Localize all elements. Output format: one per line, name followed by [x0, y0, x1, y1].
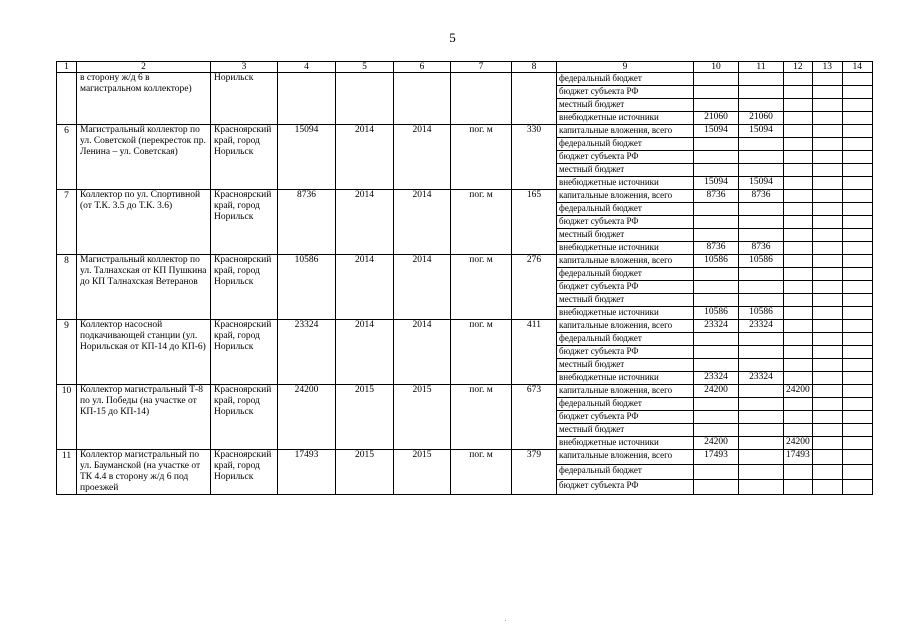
value-col-12 — [784, 138, 813, 151]
column-header: 14 — [842, 62, 872, 73]
column-header: 8 — [512, 62, 557, 73]
table-row — [57, 255, 873, 268]
value-col-10 — [694, 281, 739, 294]
value-col-10 — [694, 480, 739, 495]
capacity-value: 673 — [512, 385, 557, 450]
value-col-13 — [812, 177, 842, 190]
funding-source-label: федеральный бюджет — [557, 138, 694, 151]
value-col-12 — [784, 203, 813, 216]
value-col-11 — [739, 385, 784, 398]
funding-source-label: внебюджетные источники — [557, 372, 694, 385]
value-col-10 — [694, 411, 739, 424]
value-col-13 — [812, 398, 842, 411]
value-col-14 — [842, 112, 872, 125]
value-col-12 — [784, 112, 813, 125]
scan-speck — [505, 620, 506, 621]
value-col-13 — [812, 86, 842, 99]
value-col-12 — [784, 333, 813, 346]
funding-source-label: федеральный бюджет — [557, 333, 694, 346]
value-col-14 — [842, 294, 872, 307]
value-col-12: 17493 — [784, 450, 813, 465]
table-row — [57, 125, 873, 138]
value-col-11 — [739, 424, 784, 437]
value-col-14 — [842, 99, 872, 112]
value-col-14 — [842, 480, 872, 495]
value-col-13 — [812, 99, 842, 112]
value-col-10 — [694, 333, 739, 346]
value-col-13 — [812, 112, 842, 125]
end-year: 2015 — [394, 385, 451, 450]
funding-source-label: местный бюджет — [557, 359, 694, 372]
value-col-12 — [784, 268, 813, 281]
value-col-12 — [784, 307, 813, 320]
object-location: Красноярский край, город Норильск — [211, 190, 278, 255]
object-name: Коллектор магистральный по ул. Бауманской (на участке от ТК 4.4 в сторону ж/д 6 под проезжей — [77, 450, 211, 495]
start-year: 2015 — [336, 385, 394, 450]
value-col-14 — [842, 177, 872, 190]
capacity-value: 330 — [512, 125, 557, 190]
row-number: 9 — [57, 320, 77, 385]
value-col-14 — [842, 307, 872, 320]
value-col-10: 23324 — [694, 372, 739, 385]
object-location: Красноярский край, город Норильск — [211, 125, 278, 190]
capacity-value: 411 — [512, 320, 557, 385]
value-col-10: 21060 — [694, 112, 739, 125]
value-col-14 — [842, 411, 872, 424]
column-header: 12 — [784, 62, 813, 73]
funding-source-label: бюджет субъекта РФ — [557, 216, 694, 229]
value-col-14 — [842, 320, 872, 333]
value-col-14 — [842, 190, 872, 203]
object-name: Коллектор по ул. Спортивной (от Т.К. 3.5 до Т.К. 3.6) — [77, 190, 211, 255]
value-col-11 — [739, 73, 784, 86]
value-col-14 — [842, 151, 872, 164]
value-col-12 — [784, 346, 813, 359]
estimated-cost: 15094 — [278, 125, 336, 190]
funding-source-label: бюджет субъекта РФ — [557, 480, 694, 495]
column-header: 7 — [451, 62, 512, 73]
estimated-cost: 24200 — [278, 385, 336, 450]
value-col-12: 24200 — [784, 437, 813, 450]
table-row — [57, 320, 873, 333]
empty-cell — [394, 73, 451, 125]
value-col-14 — [842, 125, 872, 138]
funding-source-label: капитальные вложения, всего — [557, 385, 694, 398]
value-col-13 — [812, 255, 842, 268]
value-col-10 — [694, 424, 739, 437]
value-col-11 — [739, 480, 784, 495]
column-header: 6 — [394, 62, 451, 73]
start-year: 2014 — [336, 190, 394, 255]
object-name: Магистральный коллектор по ул. Советской (перекресток пр. Ленина – ул. Советская) — [77, 125, 211, 190]
value-col-13 — [812, 151, 842, 164]
table-row — [57, 450, 873, 465]
empty-cell — [278, 73, 336, 125]
value-col-12 — [784, 480, 813, 495]
estimated-cost: 8736 — [278, 190, 336, 255]
column-header: 5 — [336, 62, 394, 73]
value-col-12 — [784, 190, 813, 203]
object-location: Норильск — [211, 73, 278, 125]
value-col-12 — [784, 242, 813, 255]
value-col-13 — [812, 190, 842, 203]
value-col-14 — [842, 372, 872, 385]
funding-source-label: бюджет субъекта РФ — [557, 151, 694, 164]
value-col-10 — [694, 138, 739, 151]
value-col-11: 8736 — [739, 242, 784, 255]
value-col-14 — [842, 359, 872, 372]
value-col-10 — [694, 86, 739, 99]
value-col-10 — [694, 294, 739, 307]
value-col-11 — [739, 86, 784, 99]
start-year: 2014 — [336, 320, 394, 385]
funding-source-label: внебюджетные источники — [557, 112, 694, 125]
value-col-13 — [812, 229, 842, 242]
object-name: в сторону ж/д 6 в магистральном коллекторе) — [77, 73, 211, 125]
empty-cell — [512, 73, 557, 125]
row-number: 8 — [57, 255, 77, 320]
object-name: Магистральный коллектор по ул. Талнахская от КП Пушкина до КП Талнахская Ветеранов — [77, 255, 211, 320]
value-col-10 — [694, 73, 739, 86]
value-col-11 — [739, 465, 784, 480]
value-col-11: 15094 — [739, 125, 784, 138]
value-col-13 — [812, 480, 842, 495]
object-name: Коллектор насосной подкачивающей станции (ул. Норильская от КП-14 до КП-6) — [77, 320, 211, 385]
end-year: 2015 — [394, 450, 451, 495]
value-col-13 — [812, 268, 842, 281]
funding-source-label: капитальные вложения, всего — [557, 320, 694, 333]
value-col-10: 15094 — [694, 177, 739, 190]
value-col-14 — [842, 385, 872, 398]
value-col-10 — [694, 465, 739, 480]
value-col-14 — [842, 398, 872, 411]
value-col-11: 23324 — [739, 320, 784, 333]
object-location: Красноярский край, город Норильск — [211, 450, 278, 495]
object-location: Красноярский край, город Норильск — [211, 320, 278, 385]
value-col-14 — [842, 138, 872, 151]
value-col-14 — [842, 268, 872, 281]
value-col-13 — [812, 359, 842, 372]
column-header: 2 — [77, 62, 211, 73]
value-col-13 — [812, 333, 842, 346]
value-col-13 — [812, 138, 842, 151]
value-col-13 — [812, 242, 842, 255]
value-col-10: 10586 — [694, 255, 739, 268]
row-number: 6 — [57, 125, 77, 190]
value-col-12 — [784, 177, 813, 190]
value-col-10: 24200 — [694, 385, 739, 398]
investment-table — [56, 61, 873, 495]
value-col-12 — [784, 255, 813, 268]
value-col-12 — [784, 86, 813, 99]
value-col-14 — [842, 437, 872, 450]
table-row — [57, 73, 873, 86]
funding-source-label: местный бюджет — [557, 164, 694, 177]
value-col-10 — [694, 346, 739, 359]
value-col-14 — [842, 164, 872, 177]
value-col-10: 24200 — [694, 437, 739, 450]
value-col-13 — [812, 281, 842, 294]
value-col-11 — [739, 333, 784, 346]
funding-source-label: капитальные вложения, всего — [557, 450, 694, 465]
value-col-13 — [812, 385, 842, 398]
value-col-11 — [739, 138, 784, 151]
value-col-12 — [784, 424, 813, 437]
funding-source-label: местный бюджет — [557, 229, 694, 242]
value-col-13 — [812, 346, 842, 359]
end-year: 2014 — [394, 190, 451, 255]
empty-cell — [336, 73, 394, 125]
value-col-12 — [784, 216, 813, 229]
value-col-10 — [694, 268, 739, 281]
value-col-11: 8736 — [739, 190, 784, 203]
value-col-10 — [694, 203, 739, 216]
value-col-10 — [694, 164, 739, 177]
value-col-10: 15094 — [694, 125, 739, 138]
value-col-10 — [694, 359, 739, 372]
value-col-12 — [784, 73, 813, 86]
estimated-cost: 23324 — [278, 320, 336, 385]
value-col-12 — [784, 294, 813, 307]
value-col-12 — [784, 151, 813, 164]
capacity-unit: пог. м — [451, 190, 512, 255]
column-header: 9 — [557, 62, 694, 73]
funding-source-label: внебюджетные источники — [557, 307, 694, 320]
value-col-11 — [739, 281, 784, 294]
value-col-11 — [739, 346, 784, 359]
row-number — [57, 73, 77, 125]
object-name: Коллектор магистральный Т-8 по ул. Победы (на участке от КП-15 до КП-14) — [77, 385, 211, 450]
value-col-11: 10586 — [739, 255, 784, 268]
value-col-11 — [739, 229, 784, 242]
start-year: 2014 — [336, 125, 394, 190]
value-col-11: 21060 — [739, 112, 784, 125]
value-col-11 — [739, 164, 784, 177]
capacity-value: 276 — [512, 255, 557, 320]
table-row — [57, 190, 873, 203]
value-col-12 — [784, 125, 813, 138]
value-col-11 — [739, 268, 784, 281]
value-col-13 — [812, 203, 842, 216]
capacity-value: 165 — [512, 190, 557, 255]
column-header: 1 — [57, 62, 77, 73]
start-year: 2014 — [336, 255, 394, 320]
value-col-13 — [812, 216, 842, 229]
column-number-row — [57, 62, 873, 73]
value-col-12 — [784, 398, 813, 411]
object-location: Красноярский край, город Норильск — [211, 385, 278, 450]
value-col-13 — [812, 437, 842, 450]
value-col-13 — [812, 372, 842, 385]
capacity-unit: пог. м — [451, 450, 512, 495]
column-header: 4 — [278, 62, 336, 73]
funding-source-label: капитальные вложения, всего — [557, 190, 694, 203]
funding-source-label: местный бюджет — [557, 294, 694, 307]
capacity-unit: пог. м — [451, 320, 512, 385]
value-col-14 — [842, 424, 872, 437]
value-col-13 — [812, 294, 842, 307]
value-col-13 — [812, 164, 842, 177]
value-col-11 — [739, 151, 784, 164]
value-col-14 — [842, 203, 872, 216]
column-header: 3 — [211, 62, 278, 73]
estimated-cost: 10586 — [278, 255, 336, 320]
start-year: 2015 — [336, 450, 394, 495]
table-row — [57, 385, 873, 398]
value-col-13 — [812, 450, 842, 465]
value-col-13 — [812, 73, 842, 86]
value-col-12 — [784, 229, 813, 242]
capacity-unit: пог. м — [451, 255, 512, 320]
funding-source-label: федеральный бюджет — [557, 465, 694, 480]
funding-source-label: федеральный бюджет — [557, 203, 694, 216]
capacity-unit: пог. м — [451, 385, 512, 450]
value-col-12 — [784, 359, 813, 372]
column-header: 13 — [812, 62, 842, 73]
value-col-10 — [694, 99, 739, 112]
row-number: 7 — [57, 190, 77, 255]
value-col-12 — [784, 372, 813, 385]
funding-source-label: федеральный бюджет — [557, 268, 694, 281]
value-col-10 — [694, 229, 739, 242]
value-col-10: 8736 — [694, 242, 739, 255]
capacity-unit: пог. м — [451, 125, 512, 190]
value-col-12: 24200 — [784, 385, 813, 398]
value-col-13 — [812, 320, 842, 333]
value-col-12 — [784, 411, 813, 424]
value-col-12 — [784, 320, 813, 333]
value-col-11 — [739, 359, 784, 372]
funding-source-label: бюджет субъекта РФ — [557, 281, 694, 294]
value-col-11 — [739, 437, 784, 450]
value-col-13 — [812, 411, 842, 424]
value-col-13 — [812, 465, 842, 480]
funding-source-label: внебюджетные источники — [557, 437, 694, 450]
value-col-14 — [842, 255, 872, 268]
value-col-10: 8736 — [694, 190, 739, 203]
value-col-14 — [842, 73, 872, 86]
value-col-14 — [842, 216, 872, 229]
funding-source-label: капитальные вложения, всего — [557, 255, 694, 268]
value-col-11 — [739, 99, 784, 112]
funding-source-label: внебюджетные источники — [557, 242, 694, 255]
value-col-11 — [739, 203, 784, 216]
value-col-10 — [694, 151, 739, 164]
value-col-13 — [812, 125, 842, 138]
end-year: 2014 — [394, 320, 451, 385]
value-col-11 — [739, 450, 784, 465]
value-col-12 — [784, 164, 813, 177]
value-col-14 — [842, 229, 872, 242]
value-col-14 — [842, 281, 872, 294]
end-year: 2014 — [394, 125, 451, 190]
value-col-12 — [784, 465, 813, 480]
value-col-11 — [739, 398, 784, 411]
row-number: 11 — [57, 450, 77, 495]
value-col-14 — [842, 86, 872, 99]
capacity-value: 379 — [512, 450, 557, 495]
funding-source-label: федеральный бюджет — [557, 398, 694, 411]
value-col-12 — [784, 281, 813, 294]
value-col-13 — [812, 307, 842, 320]
value-col-11 — [739, 411, 784, 424]
funding-source-label: капитальные вложения, всего — [557, 125, 694, 138]
page-number: 5 — [449, 30, 456, 45]
value-col-14 — [842, 465, 872, 480]
value-col-11 — [739, 294, 784, 307]
value-col-10 — [694, 216, 739, 229]
value-col-11: 23324 — [739, 372, 784, 385]
estimated-cost: 17493 — [278, 450, 336, 495]
value-col-11: 10586 — [739, 307, 784, 320]
value-col-12 — [784, 99, 813, 112]
value-col-14 — [842, 333, 872, 346]
funding-source-label: федеральный бюджет — [557, 73, 694, 86]
value-col-11 — [739, 216, 784, 229]
value-col-11: 15094 — [739, 177, 784, 190]
value-col-10: 23324 — [694, 320, 739, 333]
value-col-14 — [842, 450, 872, 465]
funding-source-label: местный бюджет — [557, 424, 694, 437]
row-number: 10 — [57, 385, 77, 450]
empty-cell — [451, 73, 512, 125]
funding-source-label: бюджет субъекта РФ — [557, 411, 694, 424]
column-header: 10 — [694, 62, 739, 73]
column-header: 11 — [739, 62, 784, 73]
end-year: 2014 — [394, 255, 451, 320]
value-col-10: 10586 — [694, 307, 739, 320]
value-col-14 — [842, 346, 872, 359]
object-location: Красноярский край, город Норильск — [211, 255, 278, 320]
funding-source-label: бюджет субъекта РФ — [557, 346, 694, 359]
funding-source-label: бюджет субъекта РФ — [557, 86, 694, 99]
funding-source-label: внебюджетные источники — [557, 177, 694, 190]
funding-source-label: местный бюджет — [557, 99, 694, 112]
value-col-10 — [694, 398, 739, 411]
value-col-14 — [842, 242, 872, 255]
value-col-13 — [812, 424, 842, 437]
value-col-10: 17493 — [694, 450, 739, 465]
